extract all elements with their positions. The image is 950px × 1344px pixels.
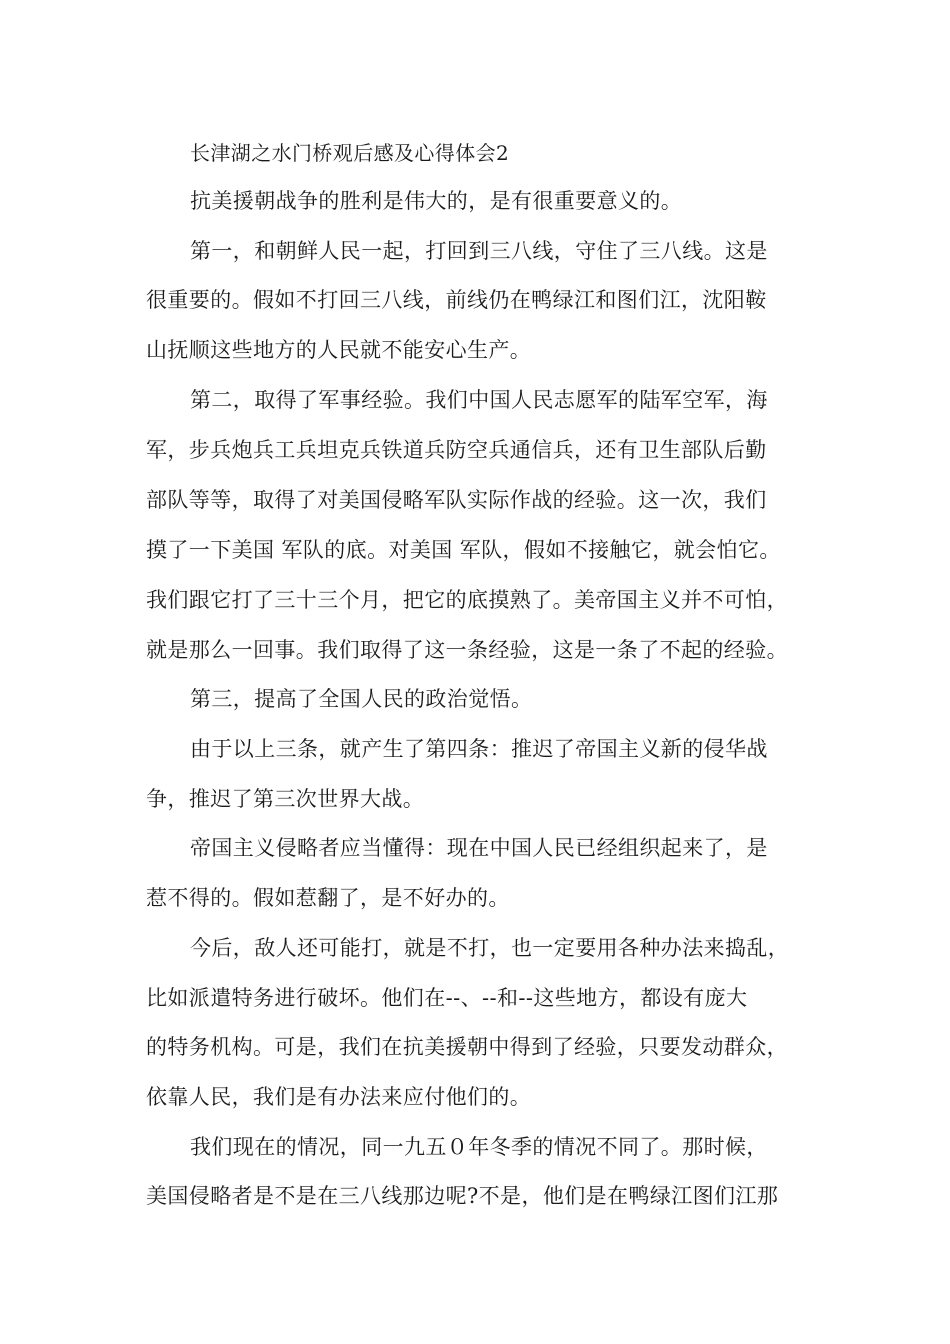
text-line: 第一，和朝鲜人民一起，打回到三八线，守住了三八线。这是 <box>190 239 768 263</box>
text-line: 惹不得的。假如惹翻了，是不好办的。 <box>146 886 510 910</box>
text-line: 第三，提高了全国人民的政治觉悟。 <box>190 687 533 711</box>
text-line: 由于以上三条，就产生了第四条：推迟了帝国主义新的侵华战 <box>190 737 768 761</box>
text-line: 摸了一下美国 军队的底。对美国 军队，假如不接触它，就会怕它。 <box>146 538 781 562</box>
text-line: 就是那么一回事。我们取得了这一条经验，这是一条了不起的经验。 <box>146 638 788 662</box>
text-line: 比如派遣特务进行破坏。他们在--、--和--这些地方，都设有庞大 <box>146 986 748 1010</box>
text-line: 依靠人民，我们是有办法来应付他们的。 <box>146 1085 532 1109</box>
text-line: 争，推迟了第三次世界大战。 <box>146 787 425 811</box>
text-line: 部队等等，取得了对美国侵略军队实际作战的经验。这一次，我们 <box>146 488 767 512</box>
text-line: 我们跟它打了三十三个月，把它的底摸熟了。美帝国主义并不可怕， <box>146 588 788 612</box>
text-line: 军，步兵炮兵工兵坦克兵铁道兵防空兵通信兵，还有卫生部队后勤 <box>146 438 767 462</box>
text-line: 帝国主义侵略者应当懂得：现在中国人民已经组织起来了，是 <box>190 836 768 860</box>
text-line: 很重要的。假如不打回三八线，前线仍在鸭绿江和图们江，沈阳鞍 <box>146 288 767 312</box>
text-line: 我们现在的情况，同一九五０年冬季的情况不同了。那时候， <box>190 1135 768 1159</box>
text-line: 第二，取得了军事经验。我们中国人民志愿军的陆军空军，海 <box>190 388 768 412</box>
text-line: 抗美援朝战争的胜利是伟大的，是有很重要意义的。 <box>190 189 683 213</box>
text-line: 山抚顺这些地方的人民就不能安心生产。 <box>146 338 532 362</box>
document-title: 长津湖之水门桥观后感及心得体会2 <box>190 141 510 165</box>
text-line: 的特务机构。可是，我们在抗美援朝中得到了经验，只要发动群众， <box>146 1035 788 1059</box>
text-line: 今后，敌人还可能打，就是不打，也一定要用各种办法来捣乱， <box>190 936 790 960</box>
text-line: 美国侵略者是不是在三八线那边呢?不是，他们是在鸭绿江图们江那 <box>146 1184 779 1208</box>
